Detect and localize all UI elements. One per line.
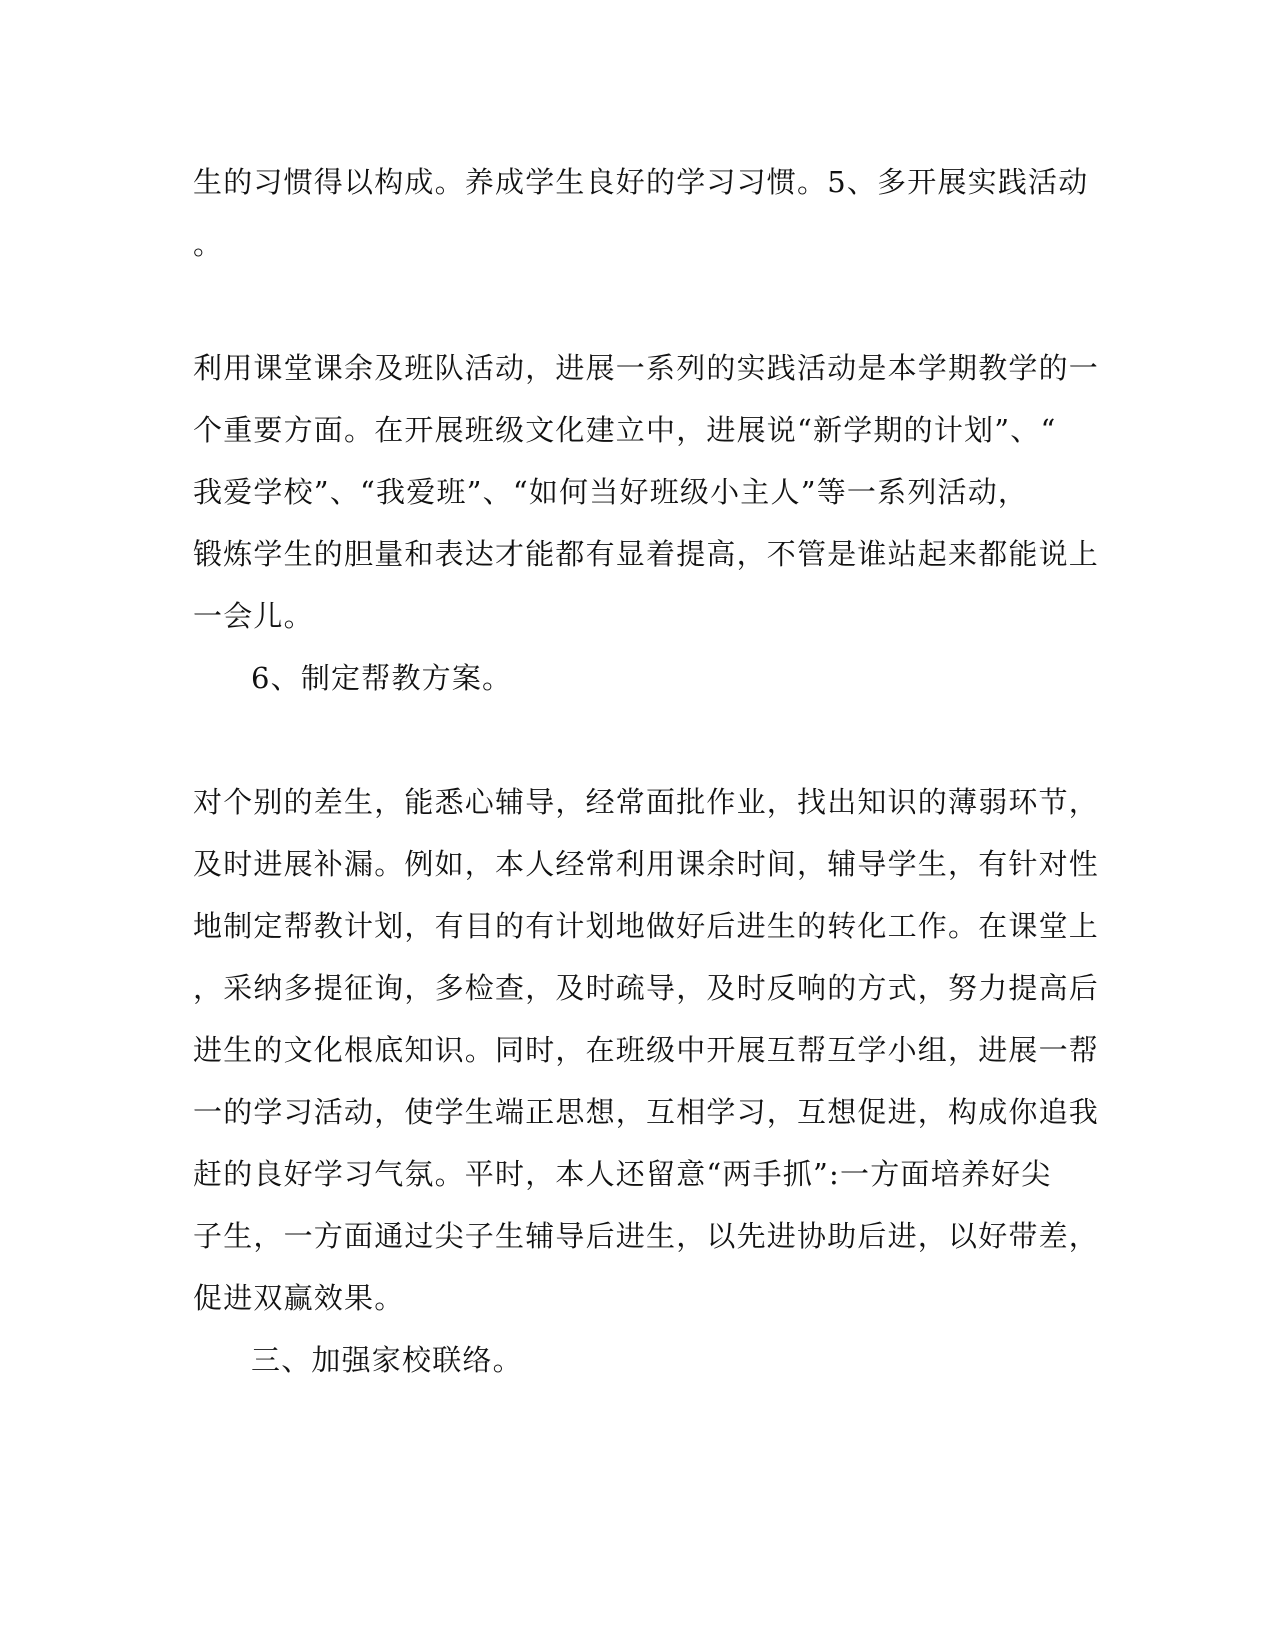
text-line: 对个别的差生，能悉心辅导，经常面批作业，找出知识的薄弱环节， bbox=[193, 785, 1100, 819]
text-line: 生的习惯得以构成。养成学生良好的学习习惯。5、多开展实践活动 bbox=[193, 165, 1089, 199]
section-heading-tutoring-plan: 6、制定帮教方案。 bbox=[251, 661, 513, 695]
text-line: 促进双赢效果。 bbox=[193, 1281, 405, 1315]
text-line: 赶的良好学习气氛。平时，本人还留意“两手抓”:一方面培养好尖 bbox=[193, 1157, 1052, 1191]
text-line: 我爱学校”、“我爱班”、“如何当好班级小主人”等一系列活动， bbox=[193, 475, 1029, 509]
text-line: 一会儿。 bbox=[193, 599, 314, 633]
text-line: 一的学习活动，使学生端正思想，互相学习，互想促进，构成你追我 bbox=[193, 1095, 1100, 1129]
text-line: 。 bbox=[193, 227, 224, 261]
text-line: 利用课堂课余及班队活动，进展一系列的实践活动是本学期教学的一 bbox=[193, 351, 1100, 385]
text-line: ，采纳多提征询，多检查，及时疏导，及时反响的方式，努力提高后 bbox=[193, 971, 1100, 1005]
section-heading-home-school: 三、加强家校联络。 bbox=[251, 1343, 523, 1377]
text-line: 个重要方面。在开展班级文化建立中，进展说“新学期的计划”、“ bbox=[193, 413, 1057, 447]
text-line: 子生，一方面通过尖子生辅导后进生，以先进协助后进，以好带差， bbox=[193, 1219, 1100, 1253]
text-line: 锻炼学生的胆量和表达才能都有显着提高，不管是谁站起来都能说上 bbox=[193, 537, 1100, 571]
text-line: 地制定帮教计划，有目的有计划地做好后进生的转化工作。在课堂上 bbox=[193, 909, 1100, 943]
text-line: 及时进展补漏。例如，本人经常利用课余时间，辅导学生，有针对性 bbox=[193, 847, 1100, 881]
text-line: 进生的文化根底知识。同时，在班级中开展互帮互学小组，进展一帮 bbox=[193, 1033, 1100, 1067]
